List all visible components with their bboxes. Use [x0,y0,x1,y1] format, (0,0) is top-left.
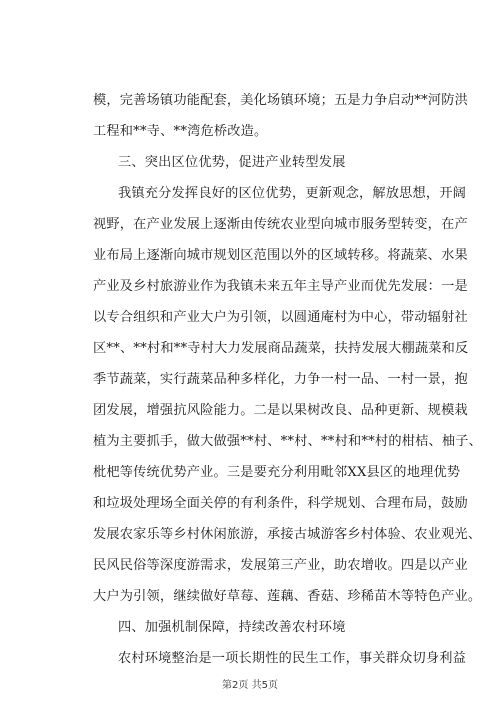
text-line: 植为主要抓手，做大做强**村、**村、**村和**村的柑桔、柚子、 [93,434,483,449]
paragraph-first-line: 我镇充分发挥良好的区位优势，更新观念，解放思想，开阔 [118,186,467,201]
text-line: 业布局上逐渐向城市规划区范围以外的区域转移。将蔬菜、水果 [93,248,468,263]
text-line: 季节蔬菜，实行蔬菜品种多样化，力争一村一品、一村一景，抱 [93,372,468,387]
section-heading: 四、加强机制保障，持续改善农村环境 [118,620,346,635]
text-line: 大户为引领，继续做好草莓、莲藕、香菇、珍稀苗木等特色产业。 [93,589,482,604]
text-line: 工程和**寺、**湾危桥改造。 [93,124,268,139]
section-heading: 三、突出区位优势，促进产业转型发展 [118,155,346,170]
paragraph-first-line: 农村环境整治是一项长期性的民生工作，事关群众切身利益 [118,651,467,666]
text-line: 视野，在产业发展上逐渐由传统农业型向城市服务型转变，在产 [93,217,468,232]
text-line: 区**、**村和**寺村大力发展商品蔬菜，扶持发展大棚蔬菜和反 [93,341,469,356]
text-line: 发展农家乐等乡村休闲旅游，承接古城游客乡村体验、农业观光、 [93,527,482,542]
page-number-footer: 第2页 共5页 [222,680,278,691]
text-line: 民风民俗等深度游需求，发展第三产业，助农增收。四是以产业 [93,558,468,573]
text-line: 枇杷等传统优势产业。三是要充分利用毗邻XX县区的地理优势 [93,465,461,480]
text-line: 模，完善场镇功能配套，美化场镇环境；五是力争启动**河防洪 [93,93,469,108]
text-line: 和垃圾处理场全面关停的有利条件，科学规划、合理布局，鼓励 [93,496,468,511]
text-line: 以专合组织和产业大户为引领，以圆通庵村为中心，带动辐射社 [93,310,468,325]
text-line: 产业及乡村旅游业作为我镇未来五年主导产业而优先发展：一是 [93,279,468,294]
text-line: 团发展，增强抗风险能力。二是以果树改良、品种更新、规模栽 [93,403,468,418]
